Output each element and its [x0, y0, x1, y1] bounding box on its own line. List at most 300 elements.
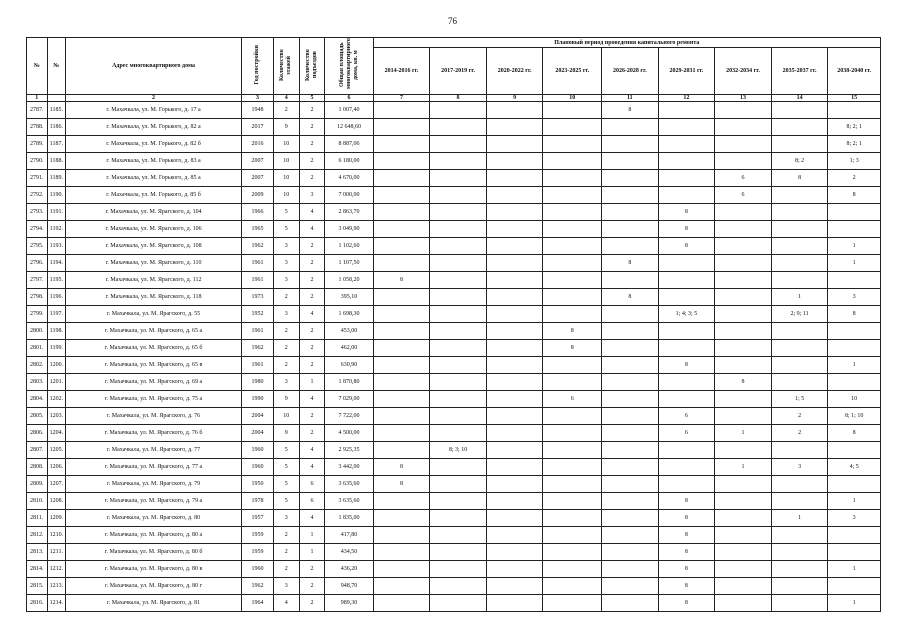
period-cell: [771, 561, 828, 578]
year-cell: 2007: [242, 170, 274, 187]
period-cell: [602, 561, 659, 578]
period-cell: [658, 272, 715, 289]
period-cell: [373, 221, 430, 238]
floors-cell: 5: [273, 442, 299, 459]
area-cell: 462,00: [325, 340, 373, 357]
entrances-cell: 1: [299, 527, 325, 544]
period-cell: 8; 1; 10: [828, 408, 881, 425]
address-cell: г. Махачкала, ул. М. Горького, д. 17 а: [66, 102, 242, 119]
period-cell: [715, 476, 772, 493]
period-cell: 8; 3; 10: [430, 442, 487, 459]
period-cell: 1: [715, 425, 772, 442]
row-number: 2796.: [27, 255, 48, 272]
period-cell: [771, 595, 828, 612]
period-cell: [543, 119, 602, 136]
period-cell: [658, 289, 715, 306]
period-cell: [715, 510, 772, 527]
period-cell: [430, 527, 487, 544]
entrances-cell: 2: [299, 425, 325, 442]
period-cell: [543, 578, 602, 595]
row-number: 2792.: [27, 187, 48, 204]
floors-cell: 2: [273, 527, 299, 544]
period-cell: [486, 153, 543, 170]
row-sub-number: 1185.: [47, 102, 66, 119]
period-cell: 6: [715, 187, 772, 204]
period-cell: [430, 306, 487, 323]
period-cell: [430, 272, 487, 289]
row-sub-number: 1190.: [47, 187, 66, 204]
table-row: [27, 289, 881, 306]
period-cell: [658, 476, 715, 493]
floors-cell: 3: [273, 306, 299, 323]
period-cell: [771, 544, 828, 561]
period-cell: [486, 578, 543, 595]
period-cell: [486, 221, 543, 238]
area-cell: 7 722,00: [325, 408, 373, 425]
row-sub-number: 1197.: [47, 306, 66, 323]
period-cell: 8: [602, 289, 659, 306]
period-cell: 8: [658, 561, 715, 578]
period-cell: [602, 204, 659, 221]
period-cell: [430, 578, 487, 595]
period-cell: [430, 102, 487, 119]
entrances-cell: 2: [299, 340, 325, 357]
floors-cell: 9: [273, 425, 299, 442]
period-cell: [430, 544, 487, 561]
period-cell: [373, 442, 430, 459]
period-cell: [602, 408, 659, 425]
period-cell: 8: [771, 170, 828, 187]
period-cell: [543, 544, 602, 561]
period-cell: 2; 9; 11: [771, 306, 828, 323]
period-cell: [715, 408, 772, 425]
period-cell: [430, 425, 487, 442]
period-cell: [658, 374, 715, 391]
table-row: [27, 527, 881, 544]
period-cell: [771, 204, 828, 221]
period-cell: [486, 323, 543, 340]
row-number: 2812.: [27, 527, 48, 544]
area-cell: 1 698,30: [325, 306, 373, 323]
row-number: 2803.: [27, 374, 48, 391]
period-cell: [373, 340, 430, 357]
period-cell: [828, 527, 881, 544]
header-period: 2026-2028 гг.: [602, 48, 659, 95]
floors-cell: 2: [273, 323, 299, 340]
row-sub-number: 1193.: [47, 238, 66, 255]
year-cell: 1961: [242, 357, 274, 374]
row-number: 2795.: [27, 238, 48, 255]
row-sub-number: 1203.: [47, 408, 66, 425]
area-cell: 4 500,00: [325, 425, 373, 442]
period-cell: 1: [715, 459, 772, 476]
header-year: Год постройки: [242, 38, 274, 95]
table-row: [27, 510, 881, 527]
period-cell: [543, 595, 602, 612]
period-cell: [658, 136, 715, 153]
period-cell: 6: [715, 170, 772, 187]
row-number: 2806.: [27, 425, 48, 442]
entrances-cell: 2: [299, 255, 325, 272]
year-cell: 2009: [242, 187, 274, 204]
period-cell: [373, 170, 430, 187]
address-cell: г. Махачкала, ул. М. Ярагского, д. 77 а: [66, 459, 242, 476]
area-cell: 1 007,40: [325, 102, 373, 119]
entrances-cell: 1: [299, 544, 325, 561]
area-cell: 1 058,20: [325, 272, 373, 289]
column-number: 8: [430, 95, 487, 102]
area-cell: 1 870,80: [325, 374, 373, 391]
column-number: 14: [771, 95, 828, 102]
year-cell: 1948: [242, 102, 274, 119]
period-cell: [430, 238, 487, 255]
column-number: 13: [715, 95, 772, 102]
column-number: 2: [66, 95, 242, 102]
period-cell: [658, 442, 715, 459]
column-number: 12: [658, 95, 715, 102]
period-cell: [771, 119, 828, 136]
period-cell: 1: [828, 238, 881, 255]
period-cell: [543, 374, 602, 391]
area-cell: 3 635,60: [325, 493, 373, 510]
table-row: [27, 391, 881, 408]
period-cell: [543, 170, 602, 187]
period-cell: [715, 527, 772, 544]
period-cell: [715, 102, 772, 119]
floors-cell: 10: [273, 153, 299, 170]
period-cell: [771, 374, 828, 391]
floors-cell: 3: [273, 578, 299, 595]
entrances-cell: 4: [299, 442, 325, 459]
header-period: 2029-2031 гг.: [658, 48, 715, 95]
period-cell: [771, 493, 828, 510]
period-cell: 1: [828, 255, 881, 272]
area-cell: 2 863,70: [325, 204, 373, 221]
address-cell: г. Махачкала, ул. М. Ярагского, д. 76 б: [66, 425, 242, 442]
period-cell: [430, 289, 487, 306]
period-cell: [771, 323, 828, 340]
address-cell: г. Махачкала, ул. М. Ярагского, д. 76: [66, 408, 242, 425]
period-cell: [602, 136, 659, 153]
period-cell: 3: [828, 510, 881, 527]
period-cell: 8; 2: [771, 153, 828, 170]
period-cell: 1: [828, 357, 881, 374]
area-cell: 6 180,00: [325, 153, 373, 170]
period-cell: [373, 408, 430, 425]
period-cell: [430, 408, 487, 425]
period-cell: [715, 289, 772, 306]
address-cell: г. Махачкала, ул. М. Ярагского, д. 79 а: [66, 493, 242, 510]
row-sub-number: 1207.: [47, 476, 66, 493]
column-number: 3: [242, 95, 274, 102]
floors-cell: 9: [273, 391, 299, 408]
entrances-cell: 2: [299, 408, 325, 425]
period-cell: [373, 595, 430, 612]
period-cell: [430, 357, 487, 374]
period-cell: [486, 119, 543, 136]
row-number: 2816.: [27, 595, 48, 612]
period-cell: [373, 510, 430, 527]
area-cell: 7 029,00: [325, 391, 373, 408]
floors-cell: 3: [273, 272, 299, 289]
period-cell: 1: [828, 561, 881, 578]
period-cell: 1: [771, 289, 828, 306]
period-cell: [543, 221, 602, 238]
entrances-cell: 2: [299, 238, 325, 255]
period-cell: [543, 272, 602, 289]
floors-cell: 2: [273, 544, 299, 561]
period-cell: [430, 153, 487, 170]
year-cell: 1959: [242, 544, 274, 561]
row-sub-number: 1205.: [47, 442, 66, 459]
period-cell: [543, 102, 602, 119]
period-cell: [602, 272, 659, 289]
header-period: 2020-2022 гг.: [486, 48, 543, 95]
year-cell: 1952: [242, 306, 274, 323]
entrances-cell: 6: [299, 493, 325, 510]
row-sub-number: 1201.: [47, 374, 66, 391]
year-cell: 1973: [242, 289, 274, 306]
period-cell: [543, 476, 602, 493]
row-number: 2804.: [27, 391, 48, 408]
period-cell: 8: [658, 544, 715, 561]
row-sub-number: 1210.: [47, 527, 66, 544]
entrances-cell: 2: [299, 272, 325, 289]
period-cell: [771, 442, 828, 459]
period-cell: 8; 2; 1: [828, 136, 881, 153]
year-cell: 2004: [242, 425, 274, 442]
period-cell: [430, 391, 487, 408]
period-cell: [430, 187, 487, 204]
table-row: [27, 425, 881, 442]
address-cell: г. Махачкала, ул. М. Горького, д. 82 а: [66, 119, 242, 136]
address-cell: г. Махачкала, ул. М. Ярагского, д. 55: [66, 306, 242, 323]
period-cell: [486, 544, 543, 561]
period-cell: 8: [373, 459, 430, 476]
address-cell: г. Махачкала, ул. М. Ярагского, д. 80 в: [66, 561, 242, 578]
period-cell: [373, 425, 430, 442]
year-cell: 1961: [242, 272, 274, 289]
row-number: 2797.: [27, 272, 48, 289]
year-cell: 1959: [242, 527, 274, 544]
period-cell: [373, 136, 430, 153]
period-cell: [430, 595, 487, 612]
column-number: 5: [299, 95, 325, 102]
period-cell: [715, 323, 772, 340]
period-cell: [373, 119, 430, 136]
period-cell: 8: [602, 255, 659, 272]
period-cell: [828, 221, 881, 238]
period-cell: [715, 493, 772, 510]
floors-cell: 5: [273, 221, 299, 238]
period-cell: [543, 425, 602, 442]
period-cell: [602, 238, 659, 255]
year-cell: 1962: [242, 238, 274, 255]
address-cell: г. Махачкала, ул. М. Ярагского, д. 65 а: [66, 323, 242, 340]
area-cell: 453,00: [325, 323, 373, 340]
table-row: [27, 374, 881, 391]
table-body: [27, 102, 881, 612]
row-sub-number: 1211.: [47, 544, 66, 561]
period-cell: [543, 561, 602, 578]
row-sub-number: 1194.: [47, 255, 66, 272]
address-cell: г. Махачкала, ул. М. Ярагского, д. 79: [66, 476, 242, 493]
column-number: 7: [373, 95, 430, 102]
row-sub-number: 1204.: [47, 425, 66, 442]
period-cell: [543, 527, 602, 544]
period-cell: [771, 527, 828, 544]
period-cell: [543, 408, 602, 425]
period-cell: [715, 153, 772, 170]
period-cell: 1; 4; 3; 5: [658, 306, 715, 323]
entrances-cell: 3: [299, 187, 325, 204]
period-cell: [602, 170, 659, 187]
year-cell: 1980: [242, 374, 274, 391]
floors-cell: 10: [273, 170, 299, 187]
floors-cell: 3: [273, 510, 299, 527]
period-cell: 2: [771, 408, 828, 425]
year-cell: 2017: [242, 119, 274, 136]
period-cell: [430, 204, 487, 221]
entrances-cell: 2: [299, 102, 325, 119]
row-number: 2811.: [27, 510, 48, 527]
row-sub-number: 1198.: [47, 323, 66, 340]
period-cell: [373, 204, 430, 221]
period-cell: [828, 476, 881, 493]
table-row: [27, 187, 881, 204]
floors-cell: 5: [273, 459, 299, 476]
period-cell: [486, 340, 543, 357]
period-cell: [543, 493, 602, 510]
row-number: 2789.: [27, 136, 48, 153]
period-cell: [602, 510, 659, 527]
column-number: 11: [602, 95, 659, 102]
table-row: [27, 153, 881, 170]
period-cell: [430, 323, 487, 340]
period-cell: [715, 238, 772, 255]
period-cell: [715, 272, 772, 289]
table-row: [27, 595, 881, 612]
period-cell: [715, 442, 772, 459]
period-cell: 8: [658, 527, 715, 544]
table-row: [27, 102, 881, 119]
area-cell: 7 000,00: [325, 187, 373, 204]
row-number: 2791.: [27, 170, 48, 187]
row-sub-number: 1209.: [47, 510, 66, 527]
floors-cell: 3: [273, 238, 299, 255]
period-cell: [771, 340, 828, 357]
period-cell: [543, 442, 602, 459]
period-cell: [373, 544, 430, 561]
column-number: 15: [828, 95, 881, 102]
year-cell: 1962: [242, 578, 274, 595]
year-cell: 1960: [242, 561, 274, 578]
period-cell: [602, 459, 659, 476]
year-cell: 1966: [242, 204, 274, 221]
period-cell: [373, 578, 430, 595]
address-cell: г. Махачкала, ул. М. Ярагского, д. 118: [66, 289, 242, 306]
period-cell: [715, 255, 772, 272]
floors-cell: 5: [273, 493, 299, 510]
period-cell: [373, 255, 430, 272]
period-cell: [602, 493, 659, 510]
entrances-cell: 2: [299, 170, 325, 187]
column-number: 9: [486, 95, 543, 102]
period-cell: [602, 306, 659, 323]
period-cell: 8: [658, 510, 715, 527]
area-cell: 989,30: [325, 595, 373, 612]
area-cell: 12 648,60: [325, 119, 373, 136]
row-number: 2800.: [27, 323, 48, 340]
period-cell: [486, 289, 543, 306]
address-cell: г. Махачкала, ул. М. Горького, д. 85 а: [66, 170, 242, 187]
table-row: [27, 578, 881, 595]
period-cell: [543, 238, 602, 255]
period-cell: [486, 357, 543, 374]
entrances-cell: 4: [299, 221, 325, 238]
period-cell: 1; 3: [828, 153, 881, 170]
table-row: [27, 476, 881, 493]
floors-cell: 2: [273, 561, 299, 578]
period-cell: 2: [828, 170, 881, 187]
area-cell: 2 925,35: [325, 442, 373, 459]
address-cell: г. Махачкала, ул. М. Горького, д. 85 б: [66, 187, 242, 204]
period-cell: [543, 289, 602, 306]
area-cell: 436,20: [325, 561, 373, 578]
header-no2: №: [47, 38, 66, 95]
entrances-cell: 2: [299, 153, 325, 170]
row-number: 2805.: [27, 408, 48, 425]
period-cell: [486, 136, 543, 153]
period-cell: [373, 357, 430, 374]
address-cell: г. Махачкала, ул. М. Ярагского, д. 81: [66, 595, 242, 612]
period-cell: [373, 391, 430, 408]
period-cell: [373, 187, 430, 204]
period-cell: [543, 510, 602, 527]
period-cell: [658, 119, 715, 136]
period-cell: [658, 459, 715, 476]
address-cell: г. Махачкала, ул. М. Ярагского, д. 104: [66, 204, 242, 221]
period-cell: [828, 442, 881, 459]
period-cell: [543, 306, 602, 323]
year-cell: 1990: [242, 391, 274, 408]
year-cell: 2007: [242, 153, 274, 170]
row-sub-number: 1208.: [47, 493, 66, 510]
period-cell: [658, 391, 715, 408]
period-cell: 8: [658, 595, 715, 612]
entrances-cell: 2: [299, 578, 325, 595]
period-cell: [602, 340, 659, 357]
period-cell: [486, 476, 543, 493]
year-cell: 1962: [242, 340, 274, 357]
entrances-cell: 2: [299, 119, 325, 136]
floors-cell: 4: [273, 595, 299, 612]
address-cell: г. Махачкала, ул. М. Ярагского, д. 65 б: [66, 340, 242, 357]
entrances-cell: 1: [299, 374, 325, 391]
period-cell: [602, 442, 659, 459]
floors-cell: 2: [273, 102, 299, 119]
address-cell: г. Махачкала, ул. М. Ярагского, д. 77: [66, 442, 242, 459]
page-number: 76: [448, 16, 457, 26]
row-sub-number: 1206.: [47, 459, 66, 476]
period-cell: [828, 578, 881, 595]
year-cell: 2016: [242, 136, 274, 153]
period-cell: [373, 153, 430, 170]
address-cell: г. Махачкала, ул. М. Горького, д. 82 б: [66, 136, 242, 153]
table-row: [27, 221, 881, 238]
year-cell: 1957: [242, 510, 274, 527]
table-row: [27, 170, 881, 187]
